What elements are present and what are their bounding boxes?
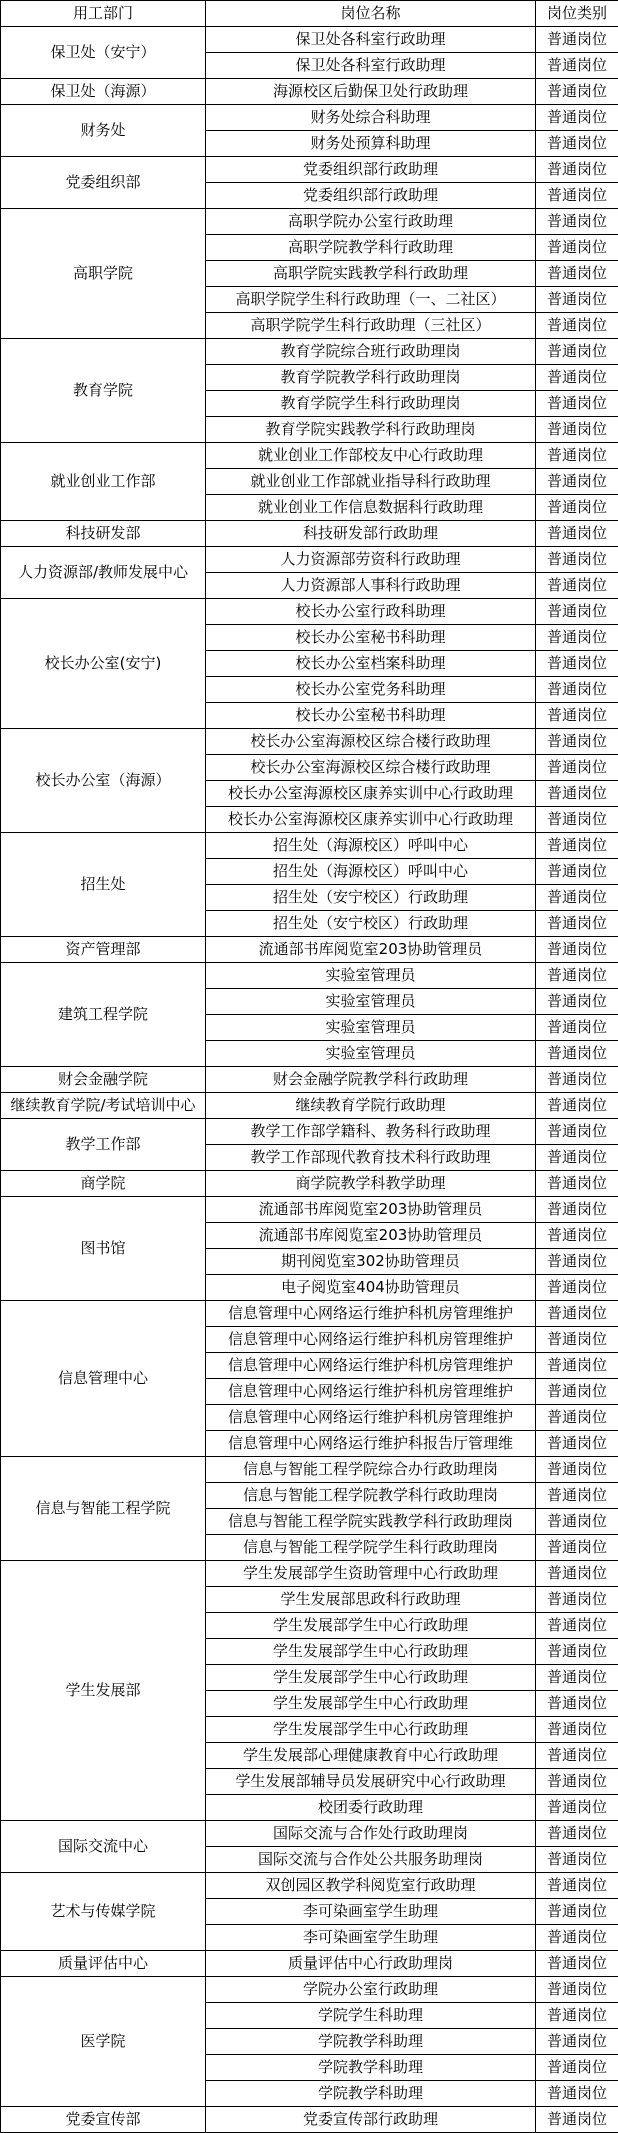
position-cell: 信息管理中心网络运行维护科机房管理维护 [206,1405,536,1431]
category-cell: 普通岗位 [536,2107,618,2133]
position-cell: 党委组织部行政助理 [206,183,536,209]
table-row [1,1873,618,1899]
position-cell: 学院教学科助理 [206,2081,536,2107]
category-cell: 普通岗位 [536,625,618,651]
position-cell: 校长办公室秘书科助理 [206,625,536,651]
category-cell: 普通岗位 [536,1613,618,1639]
position-cell: 学生发展部学生中心行政助理 [206,1665,536,1691]
table-row [1,1301,618,1327]
category-cell: 普通岗位 [536,1951,618,1977]
position-cell: 学生发展部学生中心行政助理 [206,1613,536,1639]
header-position: 岗位名称 [206,1,536,27]
category-cell: 普通岗位 [536,443,618,469]
position-cell: 信息管理中心网络运行维护科机房管理维护 [206,1379,536,1405]
position-cell: 保卫处各科室行政助理 [206,27,536,53]
position-cell: 学院教学科助理 [206,2055,536,2081]
category-cell: 普通岗位 [536,703,618,729]
department-cell: 财务处 [1,105,206,157]
category-cell: 普通岗位 [536,1015,618,1041]
category-cell: 普通岗位 [536,417,618,443]
department-cell: 高职学院 [1,209,206,339]
category-cell: 普通岗位 [536,1457,618,1483]
category-cell: 普通岗位 [536,729,618,755]
position-cell: 高职学院学生科行政助理（一、二社区） [206,287,536,313]
category-cell: 普通岗位 [536,1197,618,1223]
position-cell: 商学院教学科教学助理 [206,1171,536,1197]
position-cell: 党委组织部行政助理 [206,157,536,183]
table-body [1,27,618,2133]
table-row [1,1197,618,1223]
position-cell: 人力资源部人事科行政助理 [206,573,536,599]
category-cell: 普通岗位 [536,1405,618,1431]
category-cell: 普通岗位 [536,755,618,781]
position-cell: 校长办公室行政科助理 [206,599,536,625]
department-cell: 资产管理部 [1,937,206,963]
category-cell: 普通岗位 [536,131,618,157]
position-cell: 流通部书库阅览室203协助管理员 [206,937,536,963]
position-cell: 校长办公室海源校区综合楼行政助理 [206,729,536,755]
category-cell: 普通岗位 [536,1483,618,1509]
category-cell: 普通岗位 [536,495,618,521]
category-cell: 普通岗位 [536,1587,618,1613]
category-cell: 普通岗位 [536,1743,618,1769]
category-cell: 普通岗位 [536,1327,618,1353]
position-cell: 校长办公室秘书科助理 [206,703,536,729]
category-cell: 普通岗位 [536,937,618,963]
department-cell: 质量评估中心 [1,1951,206,1977]
header-department: 用工部门 [1,1,206,27]
header-row [1,1,618,27]
table-row [1,521,618,547]
table-row [1,209,618,235]
table-row [1,1171,618,1197]
position-cell: 信息管理中心网络运行维护科报告厅管理维 [206,1431,536,1457]
department-cell: 国际交流中心 [1,1821,206,1873]
position-cell: 信息与智能工程学院学生科行政助理岗 [206,1535,536,1561]
position-cell: 学生发展部学生资助管理中心行政助理 [206,1561,536,1587]
department-cell: 艺术与传媒学院 [1,1873,206,1951]
position-cell: 期刊阅览室302协助管理员 [206,1249,536,1275]
position-cell: 高职学院实践教学科行政助理 [206,261,536,287]
position-cell: 信息与智能工程学院综合办行政助理岗 [206,1457,536,1483]
category-cell: 普通岗位 [536,1561,618,1587]
position-cell: 教育学院学生科行政助理岗 [206,391,536,417]
category-cell: 普通岗位 [536,313,618,339]
category-cell: 普通岗位 [536,859,618,885]
table-row [1,339,618,365]
position-cell: 财务处综合科助理 [206,105,536,131]
position-cell: 教育学院实践教学科行政助理岗 [206,417,536,443]
department-cell: 教学工作部 [1,1119,206,1171]
category-cell: 普通岗位 [536,1691,618,1717]
category-cell: 普通岗位 [536,911,618,937]
category-cell: 普通岗位 [536,677,618,703]
position-cell: 学院办公室行政助理 [206,1977,536,2003]
category-cell: 普通岗位 [536,1171,618,1197]
category-cell: 普通岗位 [536,1301,618,1327]
category-cell: 普通岗位 [536,1899,618,1925]
category-cell: 普通岗位 [536,1977,618,2003]
position-cell: 招生处（安宁校区）行政助理 [206,885,536,911]
category-cell: 普通岗位 [536,1717,618,1743]
position-cell: 信息管理中心网络运行维护科机房管理维护 [206,1327,536,1353]
category-cell: 普通岗位 [536,1041,618,1067]
position-cell: 保卫处各科室行政助理 [206,53,536,79]
department-cell: 校长办公室（海源） [1,729,206,833]
category-cell: 普通岗位 [536,287,618,313]
position-cell: 学院学生科助理 [206,2003,536,2029]
category-cell: 普通岗位 [536,1275,618,1301]
category-cell: 普通岗位 [536,1067,618,1093]
category-cell: 普通岗位 [536,391,618,417]
position-cell: 国际交流与合作处行政助理岗 [206,1821,536,1847]
category-cell: 普通岗位 [536,1769,618,1795]
category-cell: 普通岗位 [536,1873,618,1899]
position-cell: 高职学院教学科行政助理 [206,235,536,261]
position-cell: 学院教学科助理 [206,2029,536,2055]
position-cell: 信息与智能工程学院实践教学科行政助理岗 [206,1509,536,1535]
department-cell: 图书馆 [1,1197,206,1301]
department-cell: 继续教育学院/考试培训中心 [1,1093,206,1119]
department-cell: 招生处 [1,833,206,937]
position-cell: 流通部书库阅览室203协助管理员 [206,1223,536,1249]
position-cell: 教学工作部学籍科、教务科行政助理 [206,1119,536,1145]
category-cell: 普通岗位 [536,105,618,131]
table-row [1,27,618,53]
department-cell: 校长办公室(安宁) [1,599,206,729]
category-cell: 普通岗位 [536,781,618,807]
position-cell: 双创园区教学科阅览室行政助理 [206,1873,536,1899]
category-cell: 普通岗位 [536,1535,618,1561]
table-row [1,2107,618,2133]
position-cell: 校长办公室海源校区康养实训中心行政助理 [206,781,536,807]
department-cell: 党委组织部 [1,157,206,209]
position-cell: 招生处（安宁校区）行政助理 [206,911,536,937]
position-cell: 招生处（海源校区）呼叫中心 [206,859,536,885]
category-cell: 普通岗位 [536,599,618,625]
table-row [1,599,618,625]
category-cell: 普通岗位 [536,2081,618,2107]
position-cell: 党委宣传部行政助理 [206,2107,536,2133]
table-row [1,1821,618,1847]
category-cell: 普通岗位 [536,2055,618,2081]
category-cell: 普通岗位 [536,235,618,261]
table-row [1,105,618,131]
category-cell: 普通岗位 [536,1223,618,1249]
category-cell: 普通岗位 [536,1665,618,1691]
category-cell: 普通岗位 [536,183,618,209]
department-cell: 人力资源部/教师发展中心 [1,547,206,599]
position-cell: 李可染画室学生助理 [206,1899,536,1925]
category-cell: 普通岗位 [536,1145,618,1171]
position-cell: 校长办公室党务科助理 [206,677,536,703]
position-cell: 高职学院办公室行政助理 [206,209,536,235]
category-cell: 普通岗位 [536,1093,618,1119]
position-cell: 就业创业工作信息数据科行政助理 [206,495,536,521]
table-row [1,1119,618,1145]
position-cell: 校长办公室海源校区综合楼行政助理 [206,755,536,781]
department-cell: 教育学院 [1,339,206,443]
position-cell: 学生发展部学生中心行政助理 [206,1717,536,1743]
position-cell: 教育学院教学科行政助理岗 [206,365,536,391]
department-cell: 建筑工程学院 [1,963,206,1067]
position-cell: 高职学院学生科行政助理（三社区） [206,313,536,339]
category-cell: 普通岗位 [536,1639,618,1665]
position-cell: 校团委行政助理 [206,1795,536,1821]
table-row [1,963,618,989]
department-cell: 医学院 [1,1977,206,2107]
position-cell: 实验室管理员 [206,1041,536,1067]
position-cell: 电子阅览室404协助管理员 [206,1275,536,1301]
department-cell: 科技研发部 [1,521,206,547]
category-cell: 普通岗位 [536,209,618,235]
position-cell: 就业创业工作部校友中心行政助理 [206,443,536,469]
position-cell: 实验室管理员 [206,989,536,1015]
category-cell: 普通岗位 [536,2003,618,2029]
position-cell: 实验室管理员 [206,963,536,989]
category-cell: 普通岗位 [536,27,618,53]
department-cell: 党委宣传部 [1,2107,206,2133]
position-cell: 海源校区后勤保卫处行政助理 [206,79,536,105]
category-cell: 普通岗位 [536,1509,618,1535]
category-cell: 普通岗位 [536,53,618,79]
category-cell: 普通岗位 [536,1821,618,1847]
position-cell: 校长办公室档案科助理 [206,651,536,677]
department-cell: 财会金融学院 [1,1067,206,1093]
position-cell: 信息与智能工程学院教学科行政助理岗 [206,1483,536,1509]
table-row [1,1093,618,1119]
category-cell: 普通岗位 [536,1847,618,1873]
category-cell: 普通岗位 [536,1353,618,1379]
position-cell: 就业创业工作部就业指导科行政助理 [206,469,536,495]
position-cell: 继续教育学院行政助理 [206,1093,536,1119]
position-cell: 学生发展部思政科行政助理 [206,1587,536,1613]
category-cell: 普通岗位 [536,1431,618,1457]
category-cell: 普通岗位 [536,261,618,287]
category-cell: 普通岗位 [536,1249,618,1275]
position-cell: 财务处预算科助理 [206,131,536,157]
table-row [1,937,618,963]
category-cell: 普通岗位 [536,469,618,495]
table-row [1,157,618,183]
position-cell: 信息管理中心网络运行维护科机房管理维护 [206,1353,536,1379]
position-cell: 流通部书库阅览室203协助管理员 [206,1197,536,1223]
category-cell: 普通岗位 [536,651,618,677]
table-row [1,833,618,859]
category-cell: 普通岗位 [536,547,618,573]
table-row [1,79,618,105]
category-cell: 普通岗位 [536,989,618,1015]
category-cell: 普通岗位 [536,573,618,599]
table-row [1,1457,618,1483]
category-cell: 普通岗位 [536,885,618,911]
table-row [1,1067,618,1093]
category-cell: 普通岗位 [536,1379,618,1405]
table-row [1,443,618,469]
position-cell: 实验室管理员 [206,1015,536,1041]
position-cell: 学生发展部学生中心行政助理 [206,1639,536,1665]
position-cell: 国际交流与合作处公共服务助理岗 [206,1847,536,1873]
category-cell: 普通岗位 [536,79,618,105]
position-cell: 李可染画室学生助理 [206,1925,536,1951]
category-cell: 普通岗位 [536,339,618,365]
table-row [1,1561,618,1587]
category-cell: 普通岗位 [536,157,618,183]
department-cell: 信息管理中心 [1,1301,206,1457]
table-row [1,729,618,755]
table-row [1,1951,618,1977]
position-cell: 学生发展部心理健康教育中心行政助理 [206,1743,536,1769]
category-cell: 普通岗位 [536,365,618,391]
department-cell: 就业创业工作部 [1,443,206,521]
category-cell: 普通岗位 [536,963,618,989]
position-cell: 教育学院综合班行政助理岗 [206,339,536,365]
position-cell: 信息管理中心网络运行维护科机房管理维护 [206,1301,536,1327]
department-cell: 商学院 [1,1171,206,1197]
position-cell: 财会金融学院教学科行政助理 [206,1067,536,1093]
position-cell: 招生处（海源校区）呼叫中心 [206,833,536,859]
position-cell: 校长办公室海源校区康养实训中心行政助理 [206,807,536,833]
category-cell: 普通岗位 [536,833,618,859]
position-cell: 教学工作部现代教育技术科行政助理 [206,1145,536,1171]
category-cell: 普通岗位 [536,1795,618,1821]
category-cell: 普通岗位 [536,1119,618,1145]
table-row [1,547,618,573]
position-cell: 学生发展部学生中心行政助理 [206,1691,536,1717]
category-cell: 普通岗位 [536,521,618,547]
table-row [1,1977,618,2003]
position-cell: 学生发展部辅导员发展研究中心行政助理 [206,1769,536,1795]
department-cell: 保卫处（安宁） [1,27,206,79]
department-cell: 保卫处（海源） [1,79,206,105]
department-cell: 学生发展部 [1,1561,206,1821]
category-cell: 普通岗位 [536,2029,618,2055]
header-category: 岗位类别 [536,1,618,27]
department-cell: 信息与智能工程学院 [1,1457,206,1561]
category-cell: 普通岗位 [536,1925,618,1951]
position-cell: 质量评估中心行政助理岗 [206,1951,536,1977]
category-cell: 普通岗位 [536,807,618,833]
position-cell: 人力资源部劳资科行政助理 [206,547,536,573]
position-cell: 科技研发部行政助理 [206,521,536,547]
